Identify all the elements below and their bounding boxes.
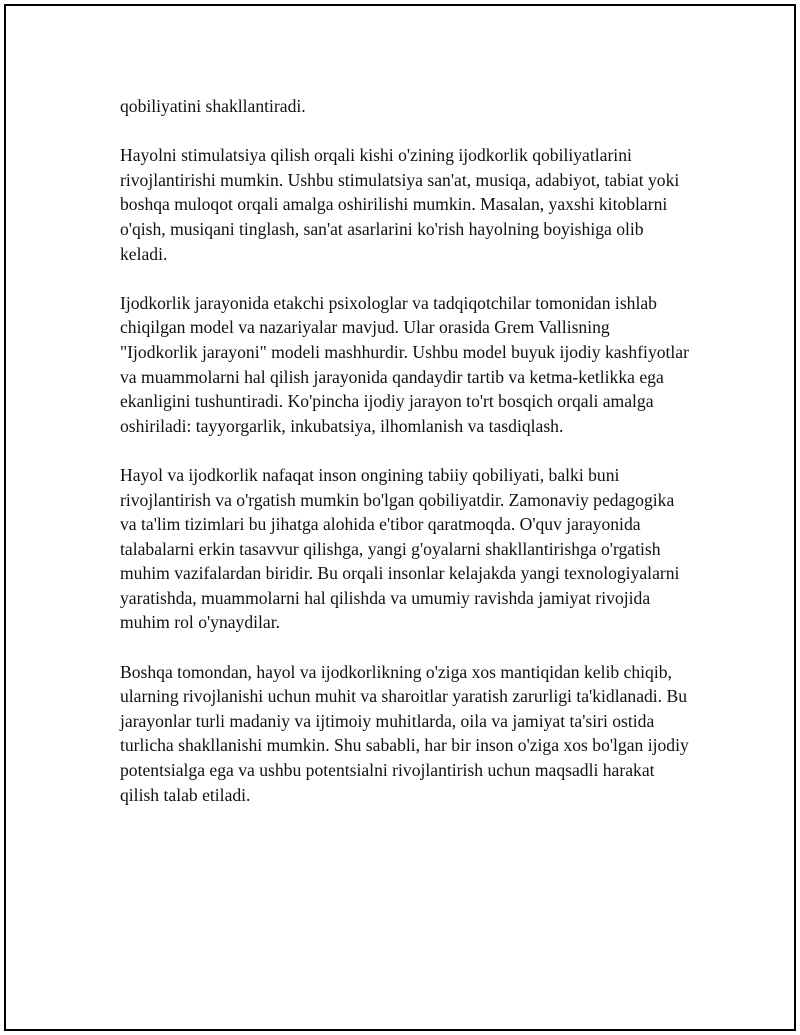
paragraph-4: Hayol va ijodkorlik nafaqat inson ongining tabiiy qobiliyati, balki buni rivojlantirish va o'rgatish mumkin bo'lgan qobiliyatdir. Zamonaviy pedagogika va ta'lim tizimlari bu jihatga alohida e'tibor qaratmoqda. O'quv jarayonida talabalarni erkin tasavvur qilishga, yangi g'oyalarni shakllantirishga o'rgatish muhim vazifalardan biridir. Bu orqali insonlar kelajakda yangi texnologiyalarni yaratishda, muammolarni hal qilishda va umumiy ravishda jamiyat rivojida muhim rol o'ynaydilar. (120, 464, 680, 633)
document-body (120, 94, 690, 832)
page-frame (4, 4, 796, 1031)
paragraph-3: Ijodkorlik jarayonida etakchi psixologlar va tadqiqotchilar tomonidan ishlab chiqilgan model va nazariyalar mavjud. Ular orasida Grem Vallisning "Ijodkorlik jarayoni" modeli mashhurdir. Ushbu model buyuk ijodiy kashfiyotlar va muammolarni hal qilish jarayonida qandaydir tartib va ketma-ketlikka ega ekanligini tushuntiradi. Ko'pincha ijodiy jarayon to'rt bosqich orqali amalga oshiriladi: tayyorgarlik, inkubatsiya, ilhomlanish va tasdiqlash. (120, 292, 689, 436)
paragraph-2: Hayolni stimulatsiya qilish orqali kishi o'zining ijodkorlik qobiliyatlarini rivojlantirishi mumkin. Ushbu stimulatsiya san'at, musiqa, adabiyot, tabiat yoki boshqa muloqot orqali amalga oshirilishi mumkin. Masalan, yaxshi kitoblarni o'qish, musiqani tinglash, san'at asarlarini ko'rish hayolning boyishiga olib keladi. (120, 145, 680, 264)
paragraph-1: qobiliyatini shakllantiradi. (120, 96, 306, 116)
paragraph-5: Boshqa tomondan, hayol va ijodkorlikning o'ziga xos mantiqidan kelib chiqib, ularning rivojlanishi uchun muhit va sharoitlar yaratish zarurligi ta'kidlanadi. Bu jarayonlar turli madaniy va ijtimoiy muhitlarda, oila va jamiyat ta'siri ostida turlicha shakllanishi mumkin. Shu sababli, har bir inson o'ziga xos bo'lgan ijodiy potentsialga ega va ushbu potentsialni rivojlantirish uchun maqsadli harakat qilish talab etiladi. (120, 661, 689, 805)
